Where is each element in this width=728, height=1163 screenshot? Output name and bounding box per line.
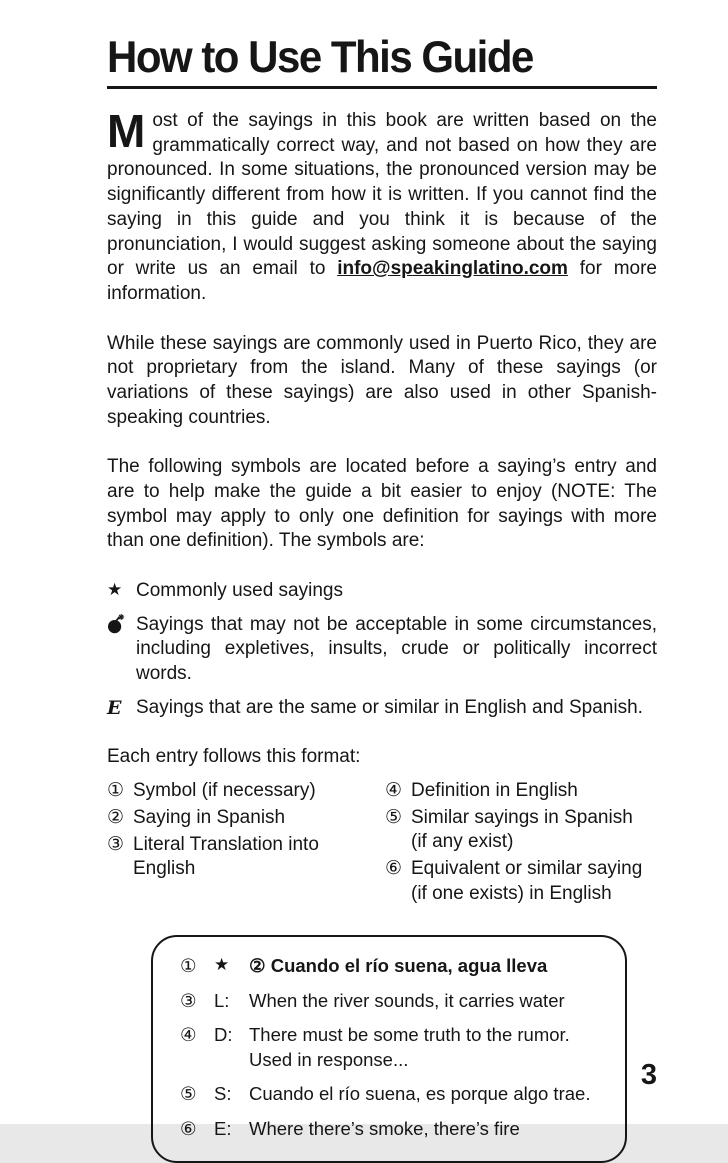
circled-number-3: ③ xyxy=(107,834,125,856)
star-icon: ★ xyxy=(214,955,230,975)
entry-format-list xyxy=(107,779,657,910)
email-link[interactable]: info@speakinglatino.com xyxy=(337,258,568,280)
circled-number-2: ② xyxy=(107,806,125,828)
format-item-6: ⑥ Equivalent or similar saying (if one exists) in English xyxy=(385,857,657,906)
format-heading: Each entry follows this format: xyxy=(107,745,361,767)
example-row-definition: ④ D: There must be some truth to the rumor. Used in response... xyxy=(167,1023,613,1073)
format-item-2: ② Saying in Spanish xyxy=(107,806,385,830)
title-rule xyxy=(107,86,657,89)
format-item-5: ⑤ Similar sayings in Spanish (if any exist) xyxy=(385,806,657,855)
example-english-equivalent: Where there’s smoke, there’s fire xyxy=(249,1117,520,1139)
circled-number-6: ⑥ xyxy=(385,858,403,880)
star-icon: ★ xyxy=(107,580,123,600)
legend-item-english xyxy=(107,696,657,722)
legend-item-english-text: Sayings that are the same or similar in English and Spanish. xyxy=(136,696,643,718)
legend-item-bomb-text: Sayings that may not be acceptable in some circumstances, including expletives, insults, crude or politically incorrect words. xyxy=(136,613,657,685)
example-literal-translation: When the river sounds, it carries water xyxy=(249,989,565,1011)
legend-item-star xyxy=(107,579,657,604)
circled-number-4: ④ xyxy=(385,779,403,801)
legend-item-bomb xyxy=(107,613,657,687)
example-saying-spanish: ② Cuando el río suena, agua lleva xyxy=(249,955,548,977)
format-item-1: ① Symbol (if necessary) xyxy=(107,779,385,803)
example-definition: There must be some truth to the rumor. Used in response... xyxy=(249,1024,570,1070)
page-number: 3 xyxy=(640,1059,657,1091)
example-row-saying: ① ★ ② Cuando el río suena, agua lleva xyxy=(167,954,613,979)
intro-paragraph-2: While these sayings are commonly used in Puerto Rico, they are not proprietary from the island. Many of these sayings (or variations of these sayings) are also used in other Spanish-speaking countries. xyxy=(107,332,657,428)
circled-number-1: ① xyxy=(107,779,125,801)
intro-paragraph-1 xyxy=(107,105,657,307)
page-title: How to Use This Guide xyxy=(107,31,533,82)
intro-paragraph-1-text: ost of the sayings in this book are written based on the grammatically correct way, and not based on how they are pronounced. In some situations, the pronounced version may be significantly different from how it is written. If you cannot find the saying in this guide and you think it is because of the pronunciation, I would suggest asking someone about the saying or write us an email to xyxy=(107,110,657,280)
example-row-similar: ⑤ S: Cuando el río suena, es porque algo trae. xyxy=(167,1082,613,1107)
script-e-icon: E xyxy=(107,696,122,719)
intro-paragraph-1-tail: for more information. xyxy=(107,258,657,304)
symbol-legend xyxy=(107,579,657,721)
example-row-equivalent: ⑥ E: Where there’s smoke, there’s fire xyxy=(167,1117,613,1142)
legend-item-star-text: Commonly used sayings xyxy=(136,580,343,602)
example-row-literal: ③ L: When the river sounds, it carries water xyxy=(167,989,613,1014)
example-entry-box xyxy=(151,935,627,1163)
dropcap-m: M xyxy=(107,105,146,158)
format-item-4: ④ Definition in English xyxy=(385,779,657,803)
format-column-left xyxy=(107,779,385,910)
format-item-3: ③ Literal Translation into English xyxy=(107,833,385,882)
circled-number-5: ⑤ xyxy=(385,806,403,828)
format-column-right xyxy=(385,779,657,910)
intro-paragraph-3: The following symbols are located before a saying’s entry and are to help make the guide a bit easier to enjoy (NOTE: The symbol may apply to only one definition for sayings with more than one definition). The symbols are: xyxy=(107,456,657,552)
example-similar-saying: Cuando el río suena, es porque algo trae. xyxy=(249,1083,591,1105)
bomb-icon xyxy=(107,613,136,687)
